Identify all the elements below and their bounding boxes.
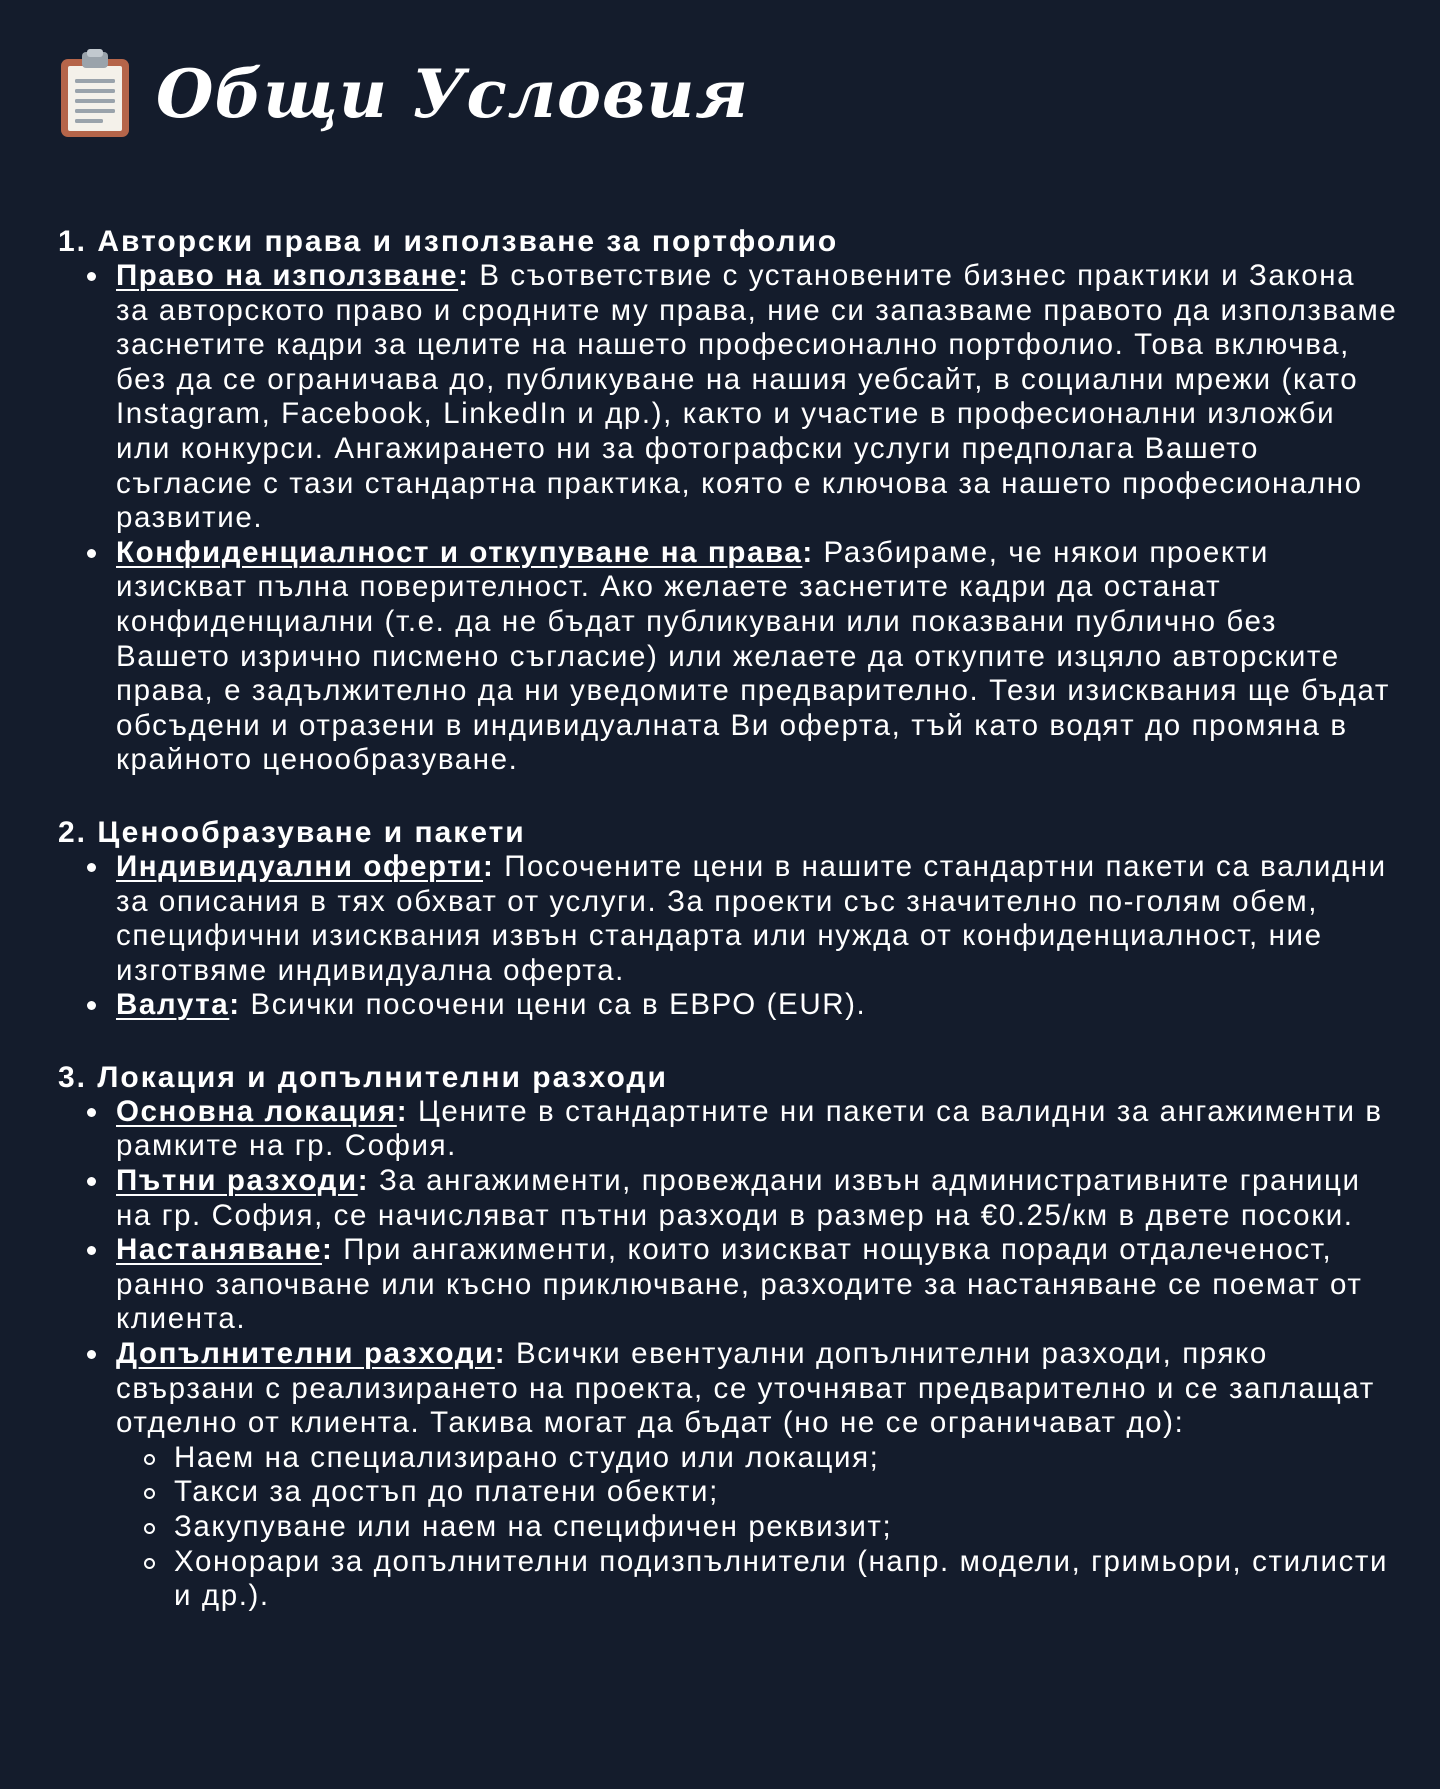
sub-list-item: Наем на специализирано студио или локация; (174, 1441, 1398, 1476)
item-colon: : (458, 259, 470, 292)
list-item (116, 536, 1398, 778)
item-colon: : (483, 849, 495, 883)
section-pricing (58, 815, 1398, 1023)
item-text: Всички евентуални допълнителни разходи, пряко свързани с реализирането на проекта, се уточняват предварително и се заплащат отделно от клиента. Такива могат да бъдат (но не се ограничават до): (116, 1337, 1375, 1440)
section-title: 2. Ценообразуване и пакети (58, 815, 526, 849)
sub-list (116, 1441, 1398, 1614)
page-title: Общи Условия (156, 55, 749, 133)
item-text: Цените в стандартните ни пакети са валидни за ангажименти в рамките на гр. София. (116, 1094, 1383, 1163)
item-text: При ангажименти, които изискват нощувка поради отдалеченост, ранно започване или късно приключване, разходите за настаняване се поемат от клиента. (116, 1233, 1363, 1336)
list-item (116, 259, 1398, 536)
sub-list-item: Хонорари за допълнителни подизпълнители (напр. модели, гримьори, стилисти и др.). (174, 1545, 1398, 1614)
item-colon: : (802, 535, 814, 569)
item-colon: : (357, 1164, 370, 1198)
bullet-list (58, 850, 1398, 1023)
item-text: Разбираме, че някои проекти изискват пълна поверителност. Ако желаете заснетите кадри да останат конфиденциални (т.е. да не бъдат публикувани или показвани публично без Вашето изрично писмено съгласие) или желаете да откупите изцяло авторските права, е задължително да ни уведомите предварително. Тези изисквания ще бъдат обсъдени и отразени в индивидуалната Ви оферта, тъй като водят до промяна в крайното ценообразуване. (116, 535, 1391, 777)
section-copyright (58, 224, 1398, 778)
item-term: Настаняване (116, 1233, 322, 1267)
item-colon: : (494, 1337, 507, 1371)
item-text: В съответствие с установените бизнес практики и Закона за авторското право и сродните му права, ние си запазваме правото да използваме заснетите кадри за целите на нашето професионално портфолио. Това включва, без да се ограничава до, публикуване на нашия уебсайт, в социални мрежи (като Instagram, Facebook, LinkedIn и др.), както и участие в професионални изложби или конкурси. Ангажирането ни за фотографски услуги предполага Вашето съгласие с тази стандартна практика, която е ключова за нашето професионално развитие. (116, 259, 1398, 535)
item-term: Индивидуални оферти (116, 849, 484, 883)
item-term: Конфиденциалност и откупуване на права (116, 535, 803, 569)
list-item (116, 1095, 1398, 1164)
item-term: Основна локация (116, 1094, 397, 1128)
bullet-list (58, 259, 1398, 778)
section-title: 1. Авторски права и използване за портфолио (58, 225, 839, 258)
terms-page (58, 42, 1398, 1651)
list-item (116, 1164, 1398, 1233)
section-location-expenses (58, 1060, 1398, 1614)
item-term: Право на използване (116, 259, 459, 292)
item-term: Пътни разходи (116, 1164, 358, 1198)
section-title: 3. Локация и допълнителни разходи (58, 1060, 668, 1094)
item-term: Допълнителни разходи (116, 1337, 495, 1371)
list-item (116, 850, 1398, 988)
list-item (116, 988, 1398, 1023)
item-text: Посочените цени в нашите стандартни пакети са валидни за описания в тях обхват от услуги. За проекти със значително по-голям обем, специфични изисквания извън стандарта или нужда от конфиденциалност, ние изготвяме индивидуална оферта. (116, 849, 1387, 987)
page-header (58, 42, 1398, 146)
bullet-list (58, 1095, 1398, 1614)
clipboard-icon (58, 49, 132, 139)
item-text: За ангажименти, провеждани извън административните граници на гр. София, се начисляват пътни разходи в размер на €0.25/км в двете посоки. (116, 1164, 1361, 1232)
item-colon: : (396, 1094, 409, 1128)
sub-list-item: Такси за достъп до платени обекти; (174, 1475, 1398, 1510)
item-text: Всички посочени цени са в ЕВРО (EUR). (240, 988, 867, 1022)
item-term: Валута (116, 988, 230, 1022)
item-colon: : (321, 1233, 334, 1267)
list-item (116, 1337, 1398, 1614)
sub-list-item: Закупуване или наем на специфичен реквизит; (174, 1510, 1398, 1545)
item-colon: : (229, 988, 241, 1022)
list-item (116, 1233, 1398, 1337)
